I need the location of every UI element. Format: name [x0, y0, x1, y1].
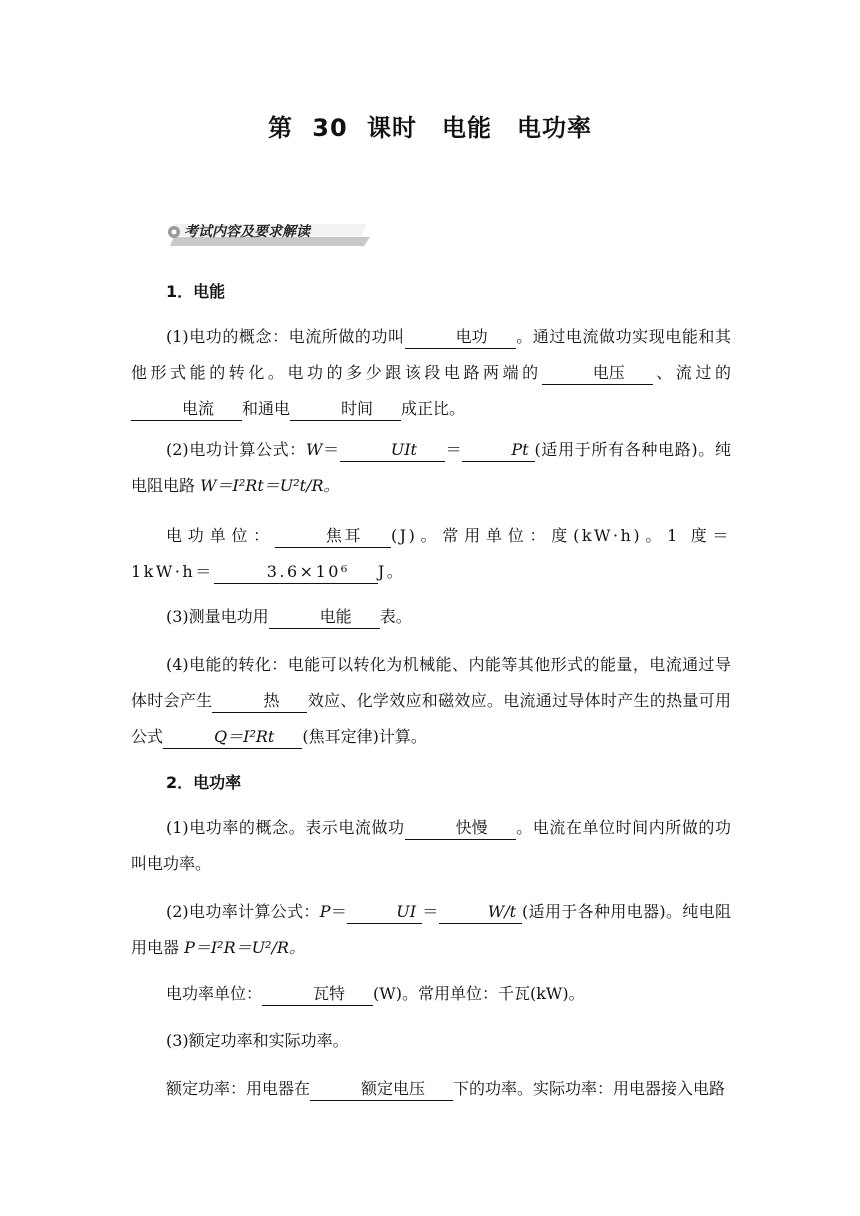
paragraph-rated-power: 额定功率：用电器在 额定电压 下的功率。实际功率：用电器接入电路: [131, 1071, 731, 1107]
paragraph-power-units: 电功率单位： 瓦特 (W)。常用单位：千瓦(kW)。: [131, 976, 731, 1012]
answer-blank: UI: [347, 901, 422, 924]
answer-blank: 焦耳: [275, 525, 391, 548]
answer-blank: 电流: [131, 398, 242, 421]
badge-label: 考试内容及要求解读: [184, 224, 310, 240]
answer-blank: UIt: [340, 439, 445, 462]
answer-blank: 瓦特: [262, 983, 373, 1006]
page-title: 第 30 课时 电能 电功率: [267, 114, 593, 142]
paragraph-power-formula: (2)电功率计算公式：P＝ UI ＝ W/t (适用于各种用电器)。纯电阻用电器 P＝I²R＝U²/R。: [131, 902, 731, 957]
answer-blank: 电能: [269, 606, 380, 629]
paragraph-measure-work: (3)测量电功用 电能 表。: [131, 599, 731, 635]
answer-blank: 3.6×10⁶: [214, 561, 378, 584]
answer-blank: Q＝I²Rt: [163, 726, 302, 749]
section-heading-energy: 1．电能: [166, 282, 226, 301]
section-badge: [166, 222, 376, 248]
answer-blank: Pt: [462, 439, 534, 462]
formula: P＝I²R＝U²/R。: [184, 938, 305, 957]
answer-blank: 快慢: [405, 817, 516, 840]
paragraph-work-formula: (2)电功计算公式：W＝ UIt ＝ Pt (适用于所有各种电路)。纯电阻电路 W＝I²Rt＝U²t/R。: [131, 440, 731, 495]
answer-blank: W/t: [439, 901, 522, 924]
answer-blank: 热: [212, 690, 307, 713]
paragraph-work-units: 电功单位： 焦耳 (J)。常用单位：度(kW·h)。1 度＝1kW·h＝ 3.6×10⁶ J。: [131, 518, 731, 590]
formula: W＝I²Rt＝U²t/R。: [200, 476, 340, 495]
answer-blank: 电功: [405, 326, 516, 349]
answer-blank: 额定电压: [310, 1078, 453, 1101]
paragraph-rated-power-heading: (3)额定功率和实际功率。: [166, 1031, 349, 1050]
paragraph-power-concept: (1)电功率的概念。表示电流做功 快慢 。电流在单位时间内所做的功叫电功率。: [131, 818, 731, 873]
paragraph-electric-work: (1)电功的概念：电流所做的功叫 电功 。通过电流做功实现电能和其他形式能的转化。电功的多少跟该段电路两端的 电压 、流过的电流 和通电 时间 成正比。: [131, 319, 731, 427]
answer-blank: 电压: [542, 362, 653, 385]
answer-blank: 时间: [290, 398, 401, 421]
paragraph-energy-conversion: (4)电能的转化：电能可以转化为机械能、内能等其他形式的能量，电流通过导体时会产生 热 效应、化学效应和磁效应。电流通过导体时产生的热量可用公式 Q＝I²Rt (焦耳定律)计算。: [131, 647, 731, 755]
section-heading-power: 2．电功率: [166, 773, 242, 792]
